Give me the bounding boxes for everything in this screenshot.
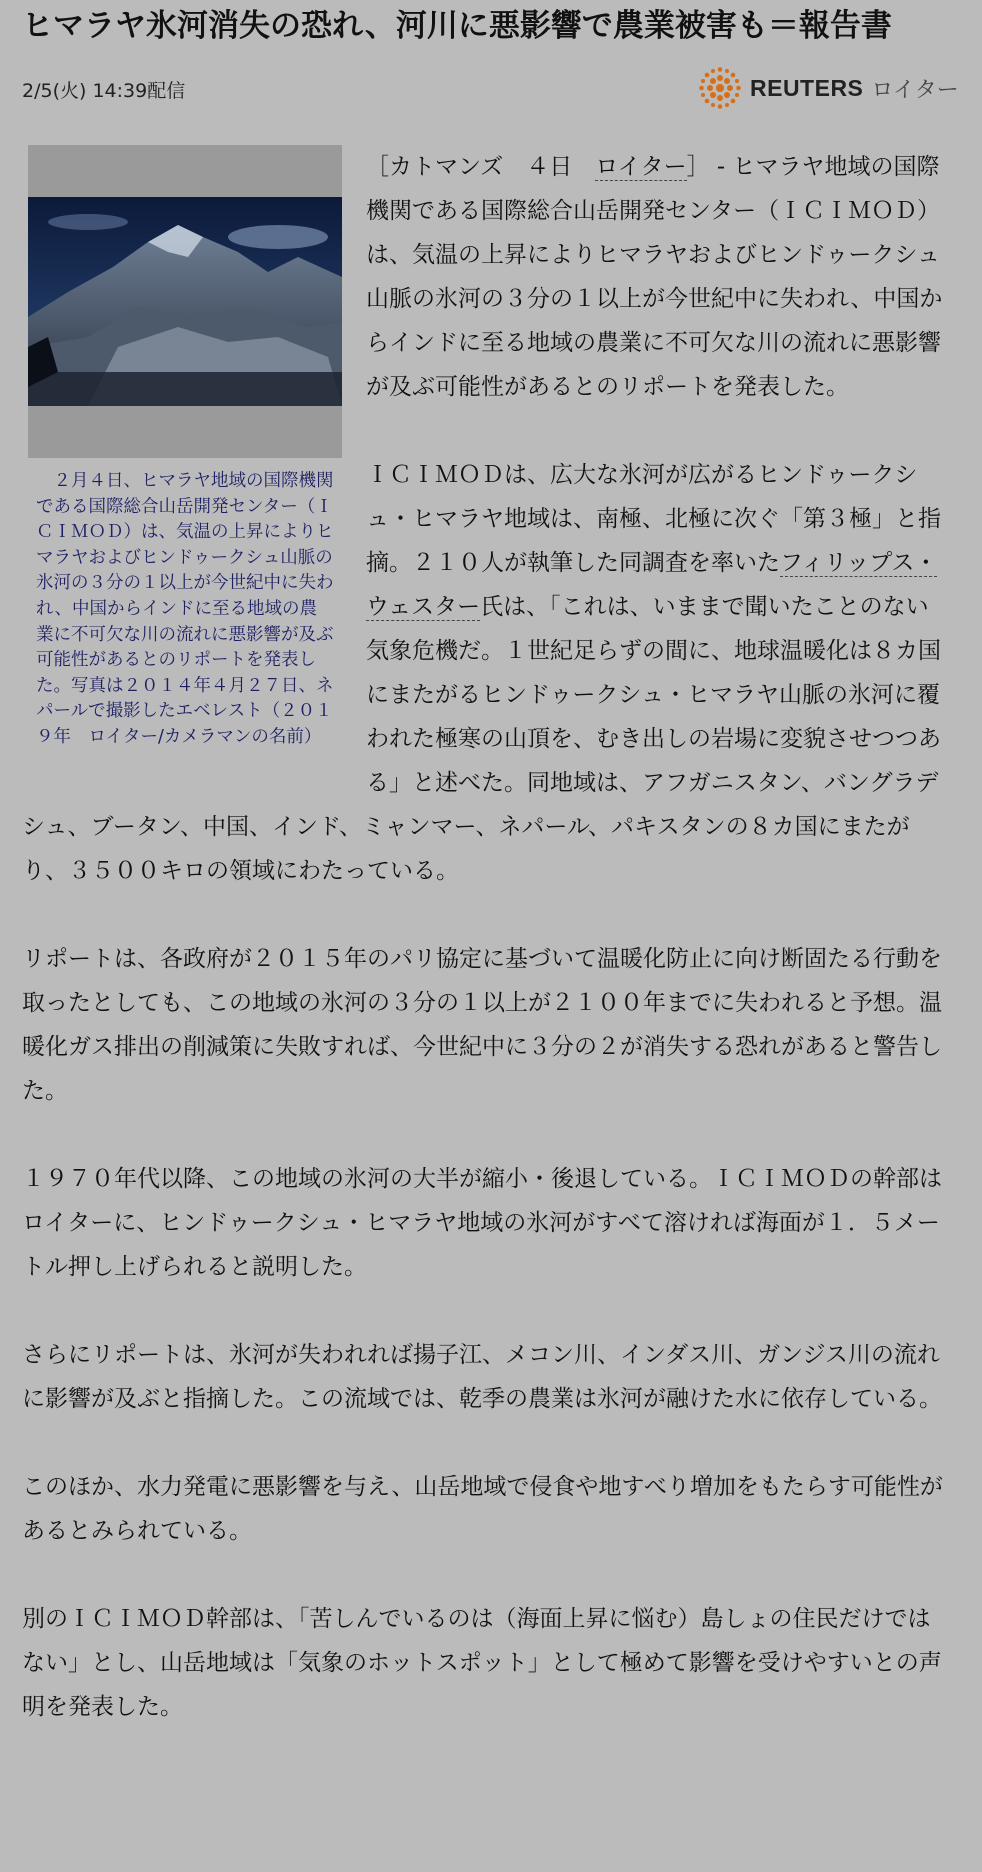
reuters-brand: REUTERS <box>750 74 864 101</box>
paragraph-4: １９７０年代以降、この地域の氷河の大半が縮小・後退している。ＩＣＩＭＯＤの幹部はロイターに、ヒンドゥークシュ・ヒマラヤ地域の氷河がすべて溶ければ海面が１．５メートル押し上げられると説明した。 <box>22 1166 942 1280</box>
p1-rest: ］ - ヒマラヤ地域の国際機関である国際総合山岳開発センター（ＩＣＩＭＯＤ）は、気温の上昇によりヒマラヤおよびヒンドゥークシュ山脈の氷河の３分の１以上が今世紀中に失われ、中国からインドに至る地域の農業に不可欠な川の流れに悪影響が及ぶ可能性があるとのリポートを発表した。 <box>366 154 943 400</box>
reuters-logo[interactable] <box>698 66 963 110</box>
phillips-wester-link[interactable]: フィリップス・ウェスター <box>366 550 938 620</box>
paragraph-7: 別のＩＣＩＭＯＤ幹部は、「苦しんでいるのは（海面上昇に悩む）島しょの住民だけではない」とし、山岳地域は「気象のホットスポット」として極めて影響を受けやすいとの声明を発表した。 <box>22 1606 942 1720</box>
paragraph-6: このほか、水力発電に悪影響を与え、山岳地域で侵食や地すべり増加をもたらす可能性があるとみられている。 <box>22 1474 943 1544</box>
publish-date: 2/5(火) 14:39配信 <box>22 80 186 102</box>
p2-a: ＩＣＩＭＯＤは、広大な氷河が広がるヒンドゥークシュ・ヒマラヤ地域は、南極、北極に次ぐ「第３極」と指摘。２１０人が執筆した同調査を率いた <box>366 462 941 576</box>
p1-open: ［カトマンズ ４日 <box>366 154 596 180</box>
article-body <box>22 145 947 1773</box>
photo-caption: ２月４日、ヒマラヤ地域の国際機関である国際総合山岳開発センター（ＩＣＩＭＯＤ）は、気温の上昇によりヒマラヤおよびヒンドゥークシュ山脈の氷河の３分の１以上が今世紀中に失われ、中国からインドに至る地域の農業に不可欠な川の流れに悪影響が及ぶ可能性があるとのリポートを発表した。写真は２０１４年４月２７日、ネパールで撮影したエベレスト（２０１９年 ロイター/カメラマンの名前） <box>36 471 334 747</box>
article-headline: ヒマラヤ氷河消失の恐れ、河川に悪影響で農業被害も＝報告書 <box>22 8 892 44</box>
paragraph-3: リポートは、各政府が２０１５年のパリ協定に基づいて温暖化防止に向け断固たる行動を取ったとしても、この地域の氷河の３分の１以上が２１００年までに失われると予想。温暖化ガス排出の削減策に失敗すれば、今世紀中に３分の２が消失する恐れがあると警告した。 <box>22 946 942 1104</box>
figure-spacer <box>22 145 366 803</box>
paragraph-5: さらにリポートは、氷河が失われれば揚子江、メコン川、インダス川、ガンジス川の流れに影響が及ぶと指摘した。この流域では、乾季の農業は氷河が融けた水に依存している。 <box>22 1342 942 1412</box>
p2-b: 氏は、「これは、いままで聞いたことのない気象危機だ。１世紀足らずの間に、地球温暖化は８カ国にまたがるヒンドゥークシュ・ヒマラヤ山脈の氷河に覆われた極寒の山頂を、むき出しの岩場に変貌させつつある」と述べた。同地域は、アフガニスタン、バングラデシュ、ブータン、中国、インド、ミャンマー、ネパール、パキスタンの８カ国にまたがり、３５００キロの領域にわたっている。 <box>22 594 941 884</box>
reuters-dot-logo-icon <box>698 66 742 110</box>
reuters-link[interactable]: ロイター <box>595 154 687 180</box>
reuters-brand-ja: ロイター <box>871 77 959 103</box>
